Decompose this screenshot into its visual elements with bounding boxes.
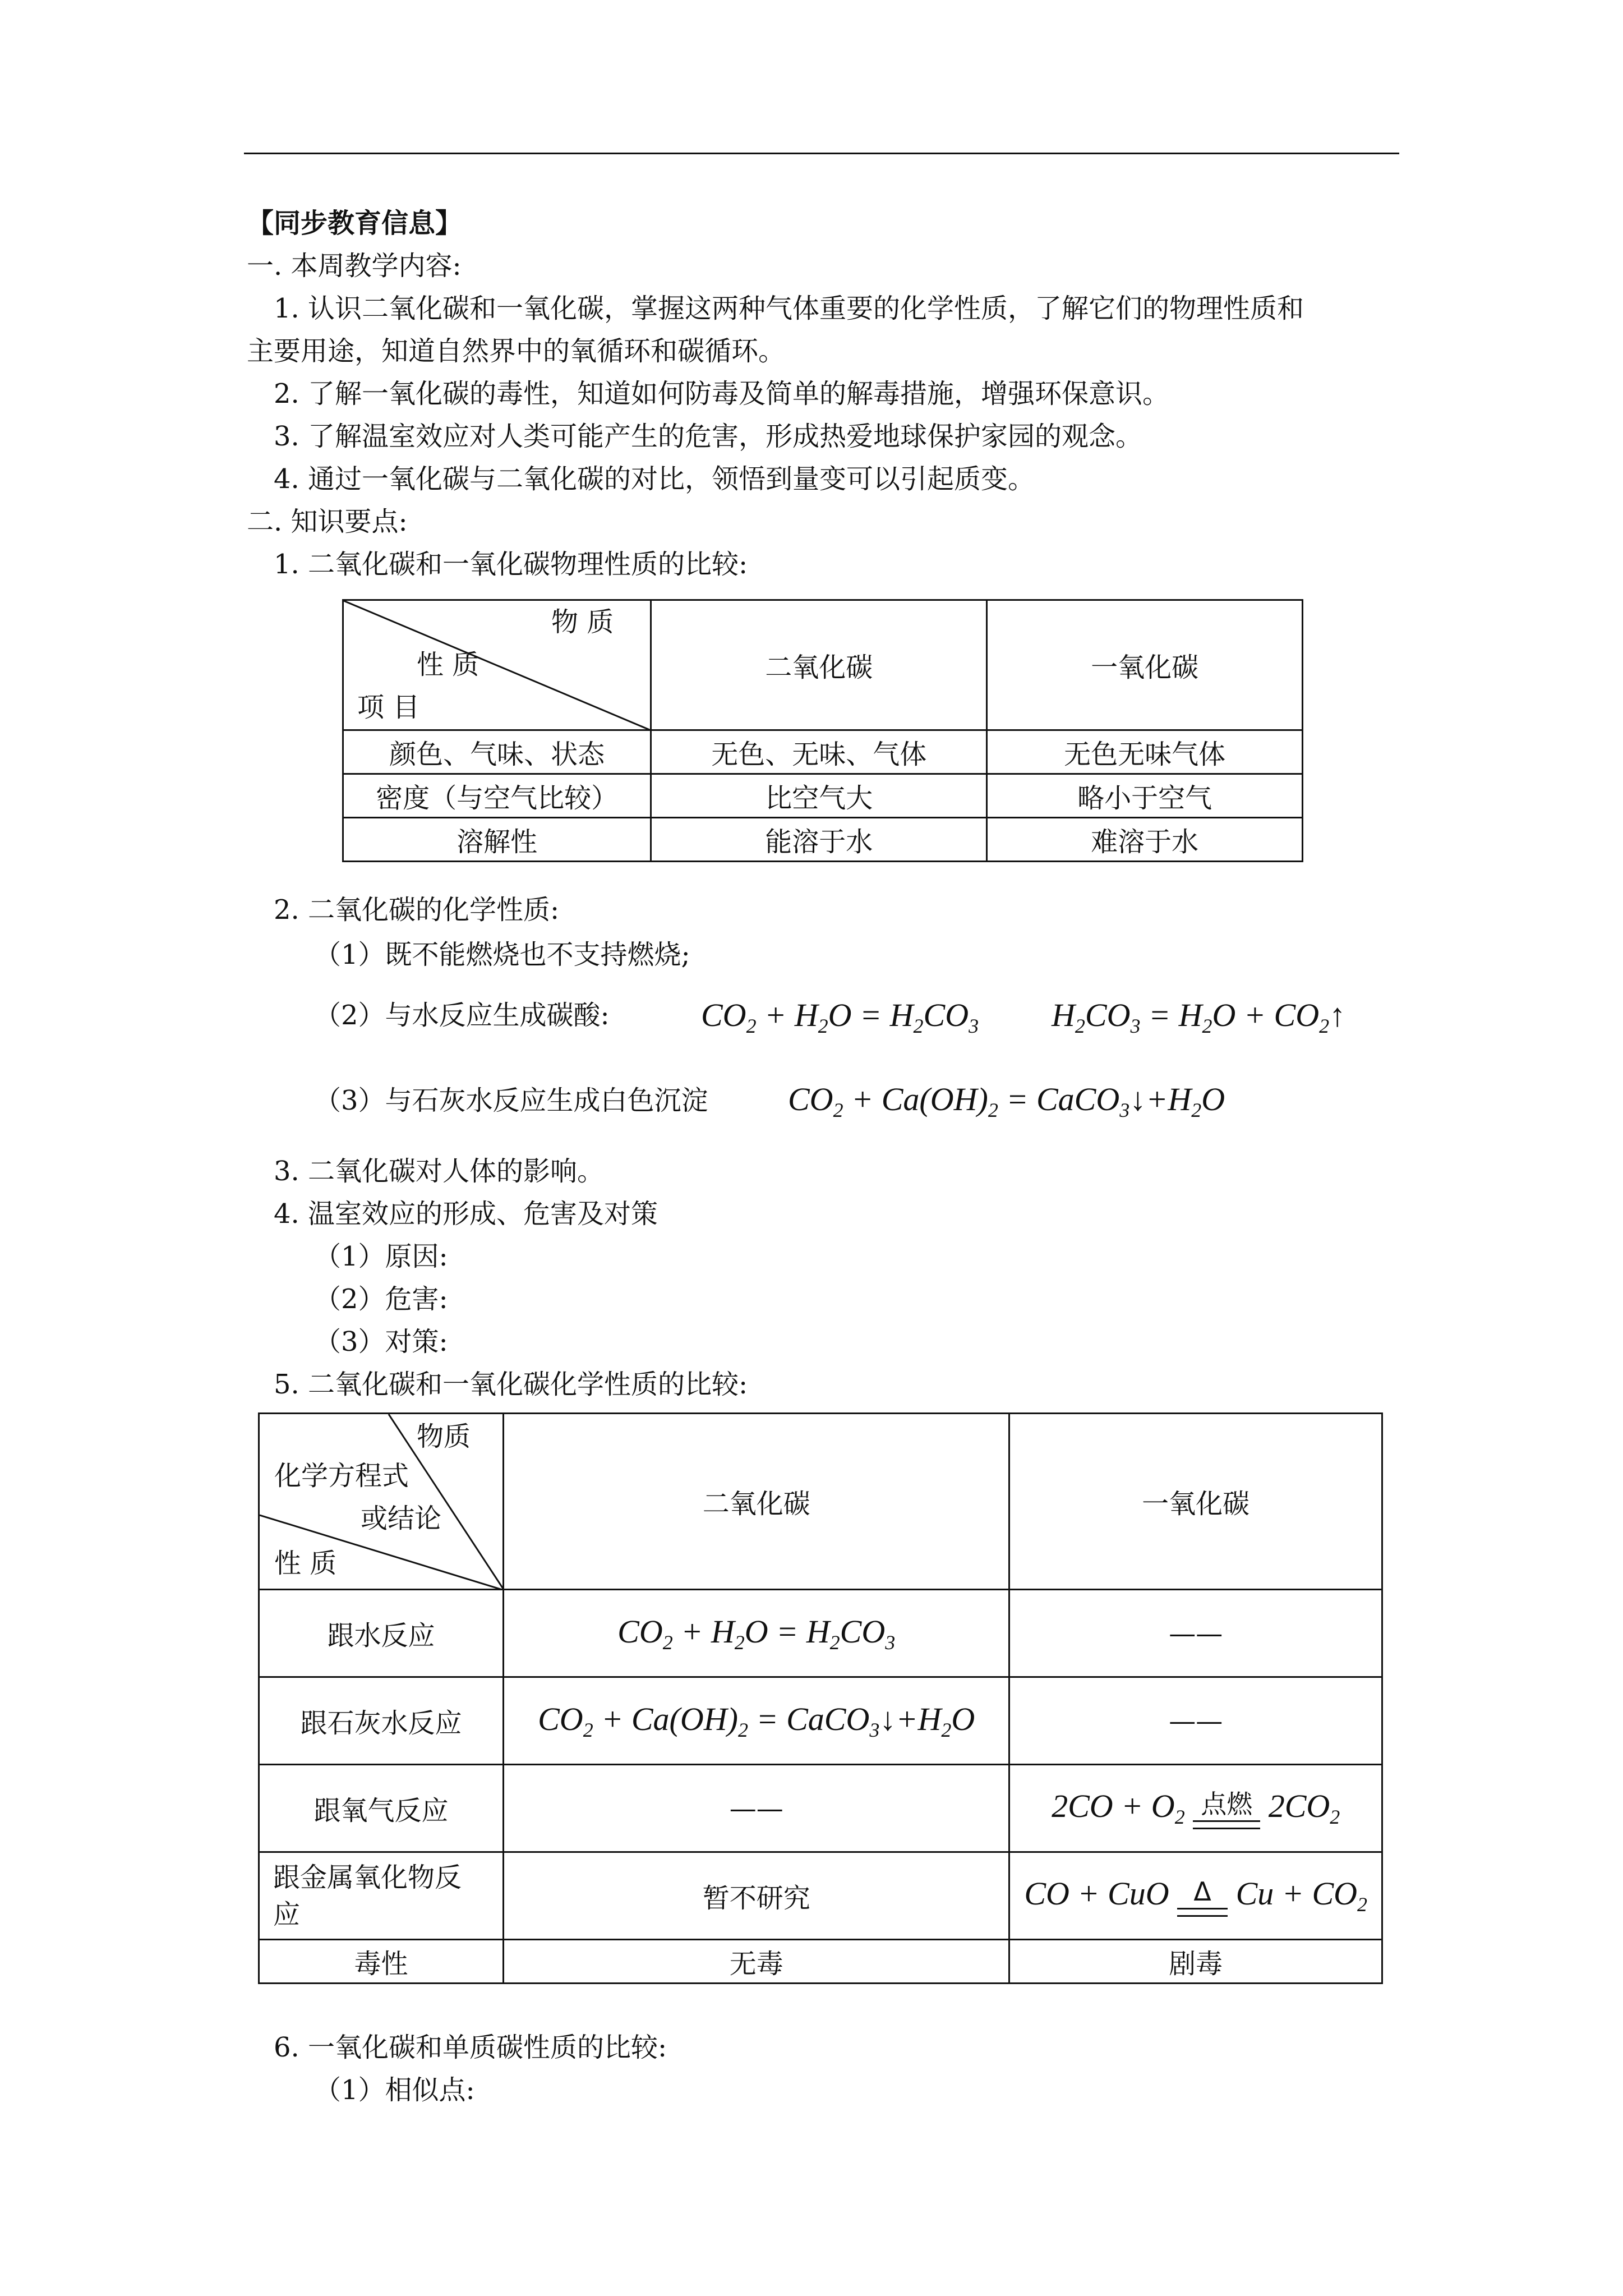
table2-corner-property: 性 质 [274,1548,337,1579]
table2-cell-co2: —— [504,1765,1009,1852]
table2-corner-equation: 化学方程式 [274,1460,409,1492]
point2-item3: （3）与石灰水反应生成白色沉淀 [314,1085,708,1116]
section1-item4: 4. 通过一氧化碳与二氧化碳的对比，领悟到量变可以引起质变。 [274,463,1035,495]
section1-item1-line1: 1. 认识二氧化碳和一氧化碳，掌握这两种气体重要的化学性质，了解它们的物理性质和 [274,293,1304,324]
table2-corner-cell [259,1414,504,1590]
point2-heading: 2. 二氧化碳的化学性质: [274,894,560,926]
table2-row-label: 跟石灰水反应 [259,1677,504,1765]
condition-heat-label: Δ [1193,1876,1211,1907]
table2-cell-co2 [504,1590,1009,1677]
table2-cell-co2: 暂不研究 [504,1852,1009,1940]
table1-header-co2: 二氧化碳 [651,600,987,730]
table2-equation-co2-limewater: $CO_2 + Ca(OH)_2$ = $CaCO_3↓+H_2O$ [538,1700,975,1741]
table2-cell-co2 [504,1677,1009,1765]
table2-equation-co-oxygen: $2CO + O_2$ 点燃 $2CO_2$ [1052,1788,1340,1829]
table2-corner-conclusion: 或结论 [361,1503,442,1534]
table1-corner-substance: 物 质 [551,606,614,638]
table1-cell-co2: 能溶于水 [651,818,987,862]
section1-title: 一. 本周教学内容: [247,250,462,282]
table1-cell-co2: 比空气大 [651,774,987,818]
table1-row-label: 溶解性 [343,818,651,862]
table2-equation-co-copper-oxide: CO + CuO Δ $Cu + CO_2$ [1024,1875,1368,1916]
point1-heading: 1. 二氧化碳和一氧化碳物理性质的比较: [274,549,748,580]
condition-ignite-label: 点燃 [1201,1788,1253,1819]
double-equals [1193,1820,1260,1829]
point6-heading: 6. 一氧化碳和单质碳性质的比较: [274,2032,667,2063]
table2-equation-co2-water: $CO_2 + H_2O = H_2CO_3$ [617,1613,896,1654]
table2-row-label [259,1852,504,1940]
table2-cell-co [1009,1852,1382,1940]
table1-corner-cell [343,600,651,730]
point2-item2: （2）与水反应生成碳酸: [314,1000,610,1031]
table2-corner-substance: 物质 [417,1421,471,1452]
physical-properties-table [342,599,1303,862]
table2-row-label: 毒性 [259,1940,504,1984]
point5-heading: 5. 二氧化碳和一氧化碳化学性质的比较: [274,1369,748,1400]
table1-corner-property: 性 质 [417,649,479,680]
table2-cell-co: —— [1009,1590,1382,1677]
equation-co2-water: $CO_2 + H_2O = H_2CO_3$ [701,997,979,1037]
point6-item1: （1）相似点: [314,2074,475,2106]
chemical-properties-table [258,1412,1383,1984]
section2-title: 二. 知识要点: [247,506,408,537]
double-equals [1177,1908,1228,1917]
table2-cell-co: 剧毒 [1009,1940,1382,1984]
table1-row-label: 颜色、气味、状态 [343,730,651,774]
point3-heading: 3. 二氧化碳对人体的影响。 [274,1156,605,1187]
equation-carbonic-decompose: $H_2CO_3 = H_2O$ + $CO_2↑$ [1052,997,1346,1037]
equation-co2-limewater: $CO_2 + Ca(OH)_2$ = $CaCO_3↓+H_2O$ [788,1081,1225,1121]
condition-heat [1177,1878,1228,1917]
point4-item3: （3）对策: [314,1326,448,1358]
table1-cell-co2: 无色、无味、气体 [651,730,987,774]
table2-cell-co2: 无毒 [504,1940,1009,1984]
table2-header-co: 一氧化碳 [1009,1414,1382,1590]
table1-cell-co: 略小于空气 [987,774,1303,818]
table2-row-label: 跟氧气反应 [259,1765,504,1852]
table2-header-co2: 二氧化碳 [504,1414,1009,1590]
section1-item1-line2: 主要用途，知道自然界中的氧循环和碳循环。 [247,335,786,367]
table2-row-label: 跟水反应 [259,1590,504,1677]
point4-heading: 4. 温室效应的形成、危害及对策 [274,1198,658,1230]
header-title: 【同步教育信息】 [247,208,463,239]
table2-row4-label-a: 跟金属氧化物反 [273,1861,462,1893]
section1-item2: 2. 了解一氧化碳的毒性，知道如何防毒及简单的解毒措施，增强环保意识。 [274,378,1170,409]
condition-ignite [1193,1790,1260,1829]
section1-item3: 3. 了解温室效应对人类可能产生的危害，形成热爱地球保护家园的观念。 [274,421,1143,452]
point4-item2: （2）危害: [314,1283,448,1315]
table2-cell-co [1009,1765,1382,1852]
table1-header-co: 一氧化碳 [987,600,1303,730]
table2-cell-co: —— [1009,1677,1382,1765]
table1-corner-item: 项 目 [357,692,420,723]
table1-cell-co: 无色无味气体 [987,730,1303,774]
table1-cell-co: 难溶于水 [987,818,1303,862]
table1-row-label: 密度（与空气比较） [343,774,651,818]
table2-row4-label-b: 应 [273,1898,301,1930]
point2-item1: （1）既不能燃烧也不支持燃烧; [314,939,690,970]
point4-item1: （1）原因: [314,1241,448,1272]
header-rule [244,153,1399,154]
